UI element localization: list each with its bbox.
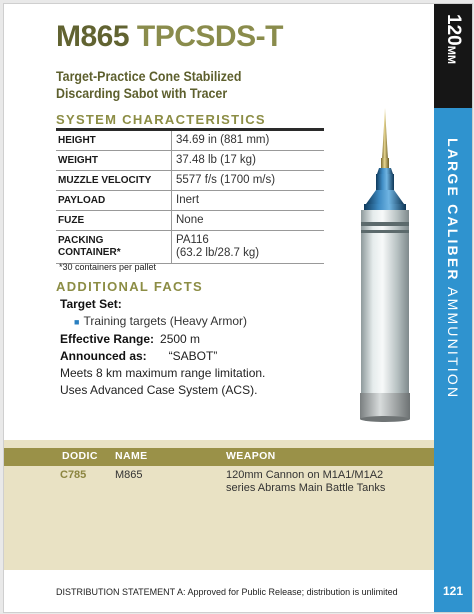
note-range-limitation: Meets 8 km maximum range limitation.: [60, 366, 266, 380]
bullet-icon: ■: [74, 317, 80, 327]
caliber-label: [442, 14, 464, 64]
cartridge-illustration: [340, 108, 430, 428]
spec-value: 37.48 lb (17 kg): [172, 151, 325, 171]
target-set-item-text: Training targets (Heavy Armor): [83, 314, 248, 328]
cartridge-case: [361, 233, 409, 393]
model-designation: M865: [56, 20, 130, 53]
additional-facts-heading: ADDITIONAL FACTS: [56, 279, 203, 294]
distribution-statement: DISTRIBUTION STATEMENT A: Approved for Public Release; distribution is unlimited: [56, 587, 398, 597]
spec-label: FUZE: [56, 211, 172, 231]
spec-value-line-1: PA116: [176, 234, 209, 246]
packing-footnote: *30 containers per pallet: [59, 262, 157, 272]
page-number: 121: [434, 570, 472, 612]
spec-row-payload: [56, 191, 324, 211]
penetrator-tip: [382, 108, 388, 160]
weapon-column-header: WEAPON: [226, 450, 276, 462]
system-characteristics-heading: SYSTEM CHARACTERISTICS: [56, 112, 266, 127]
nose-cone: [376, 174, 394, 190]
weapon-cell-line-2: series Abrams Main Battle Tanks: [226, 482, 386, 494]
subtitle-line-2: Discarding Sabot with Tracer: [56, 86, 228, 101]
category-label: [445, 138, 461, 399]
category-bold: LARGE CALIBER: [445, 138, 461, 282]
effective-range-label: Effective Range:: [60, 332, 155, 346]
spec-label-line-1: PACKING: [58, 235, 104, 246]
category-light: AMMUNITION: [445, 287, 461, 400]
spec-row-packing-container: [56, 231, 324, 264]
spec-label: WEIGHT: [56, 151, 172, 171]
spec-value: 34.69 in (881 mm): [172, 130, 325, 151]
page-subtitle: [56, 68, 241, 102]
spec-value: None: [172, 211, 325, 231]
spec-value-line-2: (63.2 lb/28.7 kg): [176, 247, 260, 259]
spec-label: PAYLOAD: [56, 191, 172, 211]
caliber-tab: [434, 4, 472, 108]
effective-range-row: [60, 331, 265, 348]
target-set-item: [60, 313, 265, 331]
effective-range-value: 2500 m: [160, 332, 201, 346]
spec-row-height: [56, 130, 324, 151]
spec-row-muzzle-velocity: [56, 171, 324, 191]
subtitle-line-1: Target-Practice Cone Stabilized: [56, 69, 242, 84]
caliber-number: 120: [443, 14, 464, 46]
spec-label-line-2: CONTAINER*: [58, 247, 121, 258]
announced-as-label: Announced as:: [60, 349, 147, 363]
additional-facts: [60, 296, 265, 399]
dodic-cell: C785: [60, 469, 87, 481]
announced-as-value: “SABOT”: [168, 349, 218, 363]
spec-value: 5577 f/s (1700 m/s): [172, 171, 325, 191]
case-base: [360, 393, 410, 419]
page-title: [56, 20, 283, 54]
announced-as-row: [60, 348, 265, 365]
spec-row-weight: [56, 151, 324, 171]
caliber-unit: MM: [445, 45, 457, 65]
name-column-header: NAME: [115, 450, 148, 462]
cartridge-image: [340, 108, 430, 428]
dodic-column-header: DODIC: [62, 450, 98, 462]
name-cell: M865: [115, 469, 143, 481]
document-page: [3, 3, 473, 613]
system-characteristics-table: [56, 128, 324, 264]
spec-label: [56, 231, 172, 264]
spec-label: HEIGHT: [56, 130, 172, 151]
weapon-cell-line-1: 120mm Cannon on M1A1/M1A2: [226, 469, 384, 481]
target-set-label: Target Set:: [60, 297, 122, 311]
spec-row-fuze: [56, 211, 324, 231]
note-case-system: Uses Advanced Case System (ACS).: [60, 383, 258, 397]
spec-label: MUZZLE VELOCITY: [56, 171, 172, 191]
weapon-cell: [226, 469, 385, 495]
category-tab: [434, 108, 472, 570]
spec-value: [172, 231, 325, 264]
spec-value: Inert: [172, 191, 325, 211]
model-name: TPCSDS-T: [136, 20, 283, 53]
